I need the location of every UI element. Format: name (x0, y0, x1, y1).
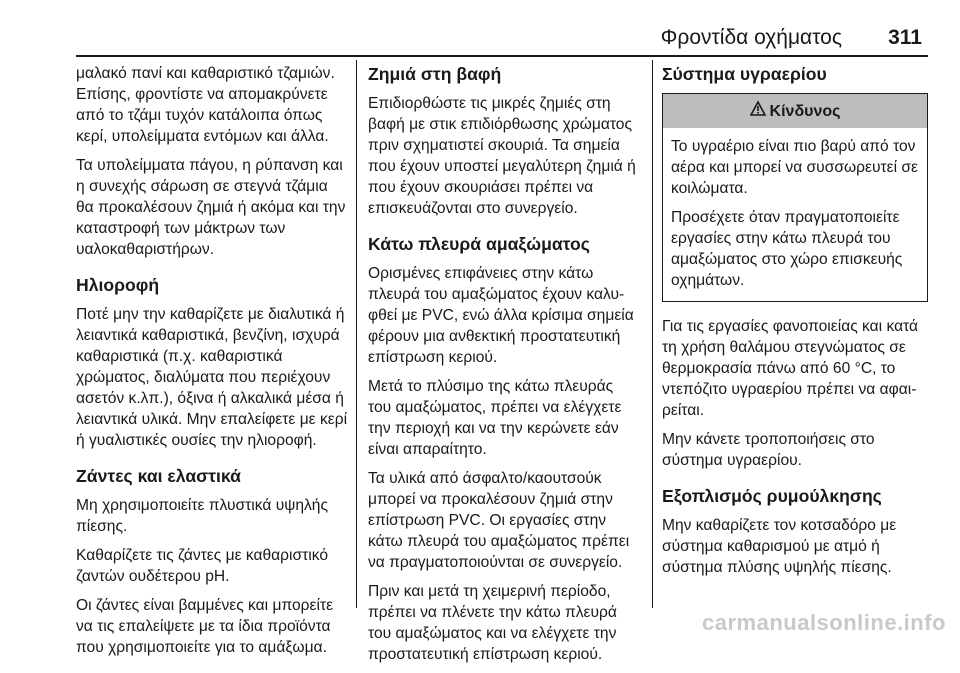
column-3 (662, 63, 928, 586)
column-1 (76, 63, 348, 666)
paragraph: Πριν και μετά τη χειμερινή περίοδο, πρέπει να πλένετε την κάτω πλευρά του αμαξώματος και να ελέγχετε την προστατευτική επίστρωση κεριού. (368, 583, 617, 663)
column-divider-2 (652, 60, 653, 608)
heading-underbody: Κάτω πλευρά αμαξώματος (368, 234, 590, 254)
paragraph: Μην κάνετε τροποποιήσεις στο σύστημα υγραερίου. (662, 431, 875, 469)
paragraph: Μην καθαρίζετε τον κοτσαδόρο με σύστημα καθαρισμού με ατμό ή σύστημα πλύσης υψηλής πίεσης. (662, 517, 897, 576)
header-divider (76, 55, 928, 57)
column-divider-1 (356, 60, 357, 608)
paragraph: Ορισμένες επιφάνειες στην κάτω πλευρά του αμαξώματος έχουν καλυφθεί με PVC, ενώ άλλα κρίσιμα σημεία φέρουν μια ανθεκτική προστατευτική επίστρωση κεριού. (368, 265, 634, 366)
heading-tyres: Ζάντες και ελαστικά (76, 466, 241, 486)
danger-box (662, 93, 928, 302)
section-title: Φροντίδα οχήματος (660, 26, 842, 49)
paragraph: Τα υπολείμματα πάγου, η ρύπανση και η συνεχής σάρωση σε στεγνά τζάμια θα προκαλέσουν ζημιά ή ακόμα και την καταστροφή των μάκτρων των υαλοκαθαριστήρων. (76, 157, 346, 258)
paragraph: Τα υλικά από άσφαλτο/καουτσούκ μπορεί να προκαλέσουν ζημιά στην επίστρωση PVC. Οι εργασίες στην κάτω πλευρά του αμαξώματος πρέπει να πραγματοποιούνται σε συνεργείο. (368, 470, 630, 571)
heading-lpg-system: Σύστημα υγραερίου (662, 64, 827, 84)
page-header (0, 0, 960, 60)
watermark: carmanualsonline.info (702, 610, 946, 635)
danger-box-title: Κίνδυνος (769, 102, 841, 120)
paragraph: Το υγραέριο είναι πιο βαρύ από τον αέρα και μπορεί να συσσωρευτεί σε κοιλώματα. (671, 138, 918, 197)
warning-triangle-icon (750, 101, 766, 122)
paragraph: Μετά το πλύσιμο της κάτω πλευράς του αμαξώματος, πρέπει να ελέγχετε την περιοχή και να την κερώνετε εάν είναι απαραίτητο. (368, 378, 622, 458)
heading-paint-damage: Ζημιά στη βαφή (368, 64, 502, 84)
paragraph: μαλακό πανί και καθαριστικό τζαμιών. Επίσης, φροντίστε να απομακρύνετε από το τζάμι τυχόν κατάλοιπα όπως κερί, υπολείμματα εντόμων και άλλα. (76, 65, 335, 145)
heading-towing-equipment: Εξοπλισμός ρυμούλκησης (662, 486, 882, 506)
paragraph: Μη χρησιμοποιείτε πλυστικά υψηλής πίεσης. (76, 497, 328, 535)
danger-box-body (663, 128, 927, 301)
paragraph: Ποτέ μην την καθαρίζετε με διαλυτικά ή λειαντικά καθαριστικά, βενζίνη, ισχυρά καθαριστικά (π.χ. καθαριστικά χρώματος, διαλύματα που περιέχουν ασετόν κ.λπ.), όξινα ή αλκαλικά μέσα ή λειαντικά υλικά. Μην επαλείφετε με κερί ή γυαλιστικές ουσίες την ηλιοροφή. (76, 306, 348, 449)
paragraph: Οι ζάντες είναι βαμμένες και μπορείτε να τις επαλείψετε με τα ίδια προϊόντα που χρησιμοποιείτε για το αμάξωμα. (76, 597, 334, 656)
page-number: 311 (888, 26, 922, 49)
paragraph: Προσέχετε όταν πραγματοποιείτε εργασίες στην κάτω πλευρά του αμαξώματος στο χώρο επισκευής οχημάτων. (671, 209, 903, 289)
paragraph: Για τις εργασίες φανοποιείας και κατά τη χρήση θαλάμου στεγνώματος σε θερμοκρασία πάνω από 60 °C, το ντεπόζιτο υγραερίου πρέπει να αφαιρείται. (662, 318, 919, 419)
heading-headliner: Ηλιοροφή (76, 275, 160, 295)
column-2 (368, 63, 640, 673)
paragraph: Καθαρίζετε τις ζάντες με καθαριστικό ζαντών ουδέτερου pH. (76, 547, 329, 585)
paragraph: Επιδιορθώστε τις μικρές ζημιές στη βαφή με στικ επιδιόρθωσης χρώματος πριν σχηματιστεί σκουριά. Τα σημεία που έχουν υποστεί μεγαλύτερη ζημιά ή που έχουν σκουριάσει πρέπει να επισκευάζονται στο συνεργείο. (368, 95, 636, 217)
danger-box-header (663, 94, 927, 128)
